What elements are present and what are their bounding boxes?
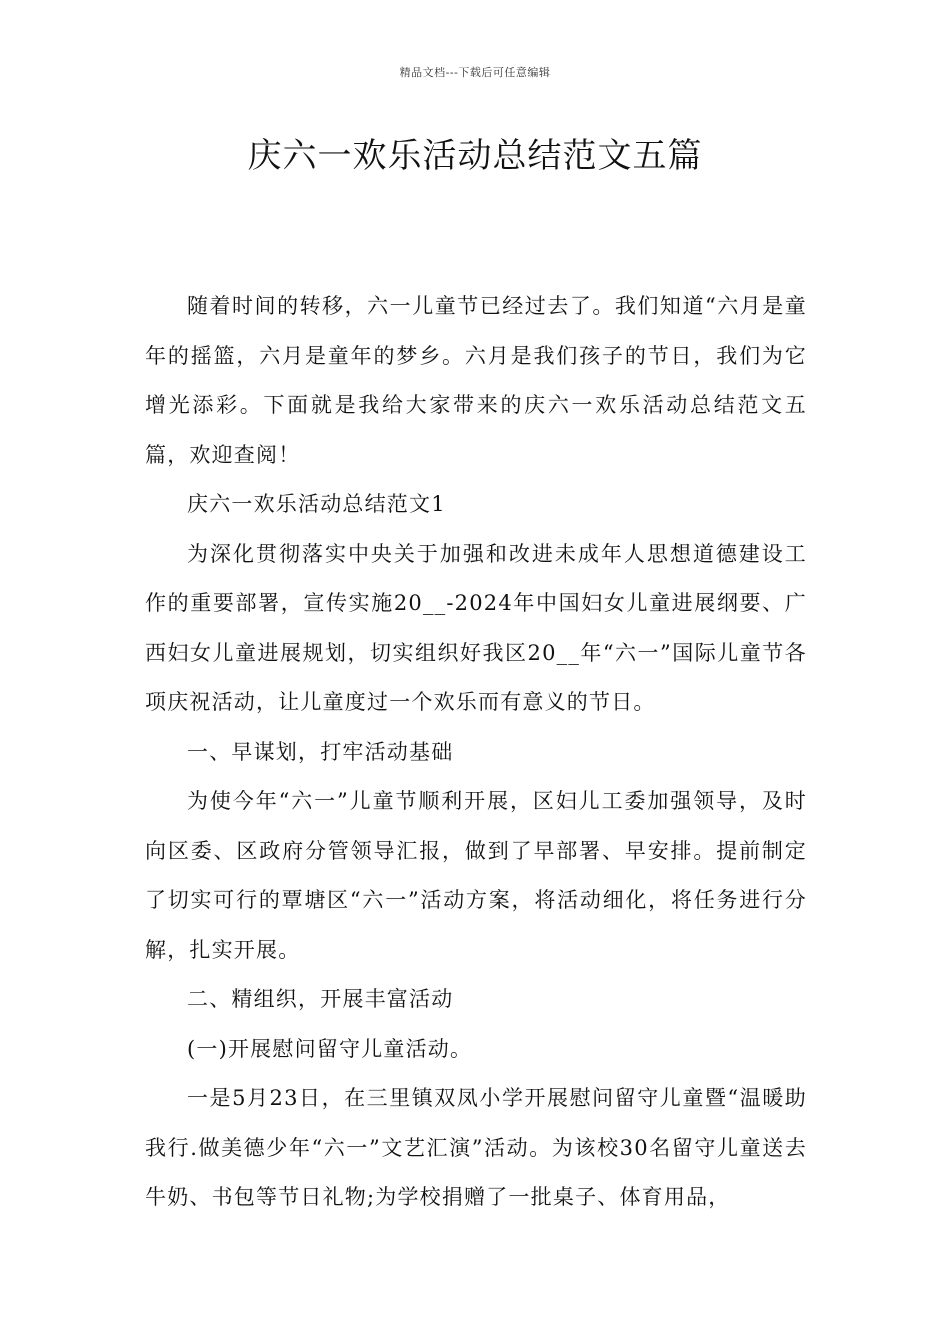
section-heading-sample-1: 庆六一欢乐活动总结范文1 [187, 492, 446, 516]
section-heading-organization: 二、精组织，开展丰富活动 [187, 987, 454, 1011]
intro-paragraph: 随着时间的转移，六一儿童节已经过去了。我们知道“六月是童年的摇篮，六月是童年的梦乡。六月是我们孩子的节日，我们为它增光添彩。下面就是我给大家带来的庆六一欢乐活动总结范文五篇，欢迎查阅！ [145, 294, 807, 467]
subsection-heading: (一)开展慰问留守儿童活动。 [187, 1036, 473, 1061]
document-title: 庆六一欢乐活动总结范文五篇 [247, 136, 703, 176]
section-heading-planning: 一、早谋划，打牢活动基础 [187, 739, 454, 764]
body-paragraph: 为使今年“六一”儿童节顺利开展，区妇儿工委加强领导，及时向区委、区政府分管领导汇报，做到了早部署、早安排。提前制定了切实可行的覃塘区“六一”活动方案，将活动细化，将任务进行分解，扎实开展。 [145, 789, 807, 962]
body-paragraph: 一是5月23日，在三里镇双凤小学开展慰问留守儿童暨“温暖助我行.做美德少年“六一”文艺汇演”活动。为该校30名留守儿童送去牛奶、书包等节日礼物;为学校捐赠了一批桌子、体育用品， [145, 1086, 807, 1209]
document-body [145, 282, 807, 1223]
body-paragraph: 为深化贯彻落实中央关于加强和改进未成年人思想道德建设工作的重要部署，宣传实施20__-2024年中国妇女儿童进展纲要、广西妇女儿童进展规划，切实组织好我区20__年“六一”国际儿童节各项庆祝活动，让儿童度过一个欢乐而有意义的节日。 [145, 541, 807, 714]
header-note: 精品文档---下载后可任意编辑 [399, 66, 551, 79]
